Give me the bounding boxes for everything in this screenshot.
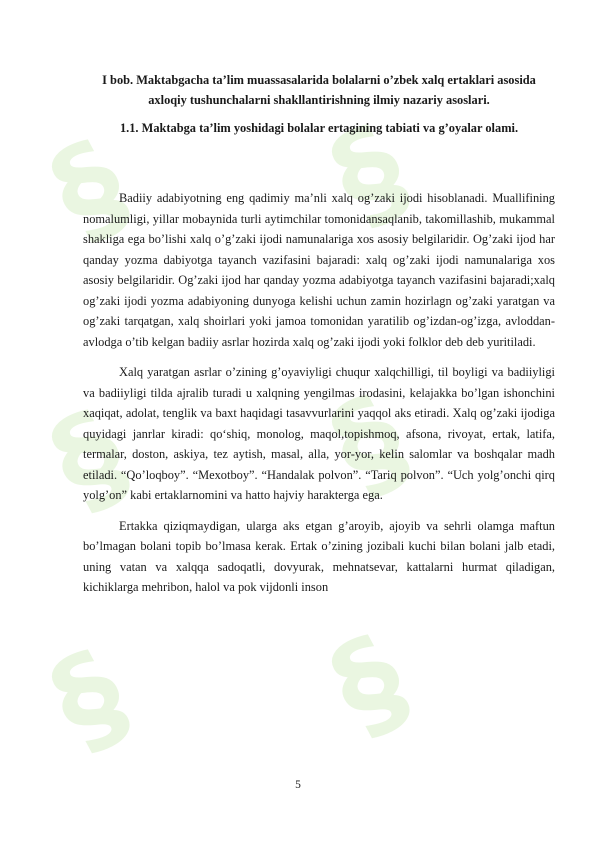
watermark-logo: §: [30, 384, 149, 536]
paragraph: Xalq yaratgan asrlar o’zining g’oyaviyligi chuqur xalqchilligi, til boyligi va badiiyligi va badiiyligi tilda ajralib turadi u xalqning yengilmas irodasini, kelajakka bo’lgan ishonchini xaqiqat, adolat, tenglik va baxt haqidagi tasavvurlarini yaqqol aks etiradi. Xalq og’zaki ijodiga quyidagi janrlar kiradi: qo‘shiq, monolog, maqol,topishmoq, afsona, rivoyat, ertak, latifa, termalar, doston, askiya, tez aytish, masal, alla, yor-yor, kelin salomlar va boshqalar madh etiladi. “Qo’loqboy”. “Mexotboy”. “Handalak polvon”. “Tariq polvon”. “Uch yolg’onchi qirq yolg’on” kabi ertaklarnomini va hatto hajviy harakterga ega.: [83, 365, 555, 502]
chapter-title: I bob. Maktabgacha ta’lim muassasalarida bolalarni o’zbek xalq ertaklari asosida axloqiy tushunchalarni shakllantirishning ilmiy nazariy asoslari.: [102, 73, 536, 107]
watermark-logo: §: [30, 114, 149, 266]
watermark-logo: §: [310, 369, 429, 521]
watermark-logo: §: [310, 99, 429, 251]
page-number: 5: [295, 779, 301, 791]
section-title: 1.1. Maktabga ta’lim yoshidagi bolalar ertagining tabiati va g’oyalar olami.: [119, 121, 519, 135]
paragraph: Badiiy adabiyotning eng qadimiy ma’nli xalq og’zaki ijodi hisoblanadi. Muallifining nomalumligi, yillar mobaynida turli aytimchilar tomonidansaqlanib, takomillashib, mukammal shakliga ega bo’lishi xalq o’g’zaki ijodi namunalariga xos asosiy belgilaridir. Og’zaki ijod har qanday yozma dabiyotga tayanch vazifasini bajaradi: xalq og’zaki ijodi namunalariga xos asosiy belgilaridir. Og’zaki ijod har qanday yozma adabiyotga tayanch vazifasini bajaradi;xalq og’zaki ijodi yozma adabiyoning dunyoga kelishi uchun zamin hozirlagn og’zaki yaratgan va og’zaki tarqatgan, xalq shoirlari yoki jamoa tomonidan yaratilib og’izdan-og’izga, avloddan-avlodga o’tib kelgan badiiy asrlar hozirda xalq og’zaki ijodi yoki folklor deb deb yuritiladi.: [83, 191, 555, 349]
page-content: [83, 70, 555, 608]
watermark-logo: §: [30, 624, 149, 776]
watermark-logo: §: [310, 609, 429, 761]
paragraph: Ertakka qiziqmaydigan, ularga aks etgan g’aroyib, ajoyib va sehrli olamga maftun bo’lmagan bolani topib bo’lmasa kerak. Ertak o’zining jozibali kuchi bilan bolani jalb etadi, uning vatan va xalqqa sadoqatli, dovyurak, mehnatsevar, kattalarni hurmat qiladigan, kichiklarga mehribon, halol va pok vijdonli inson: [83, 518, 555, 594]
